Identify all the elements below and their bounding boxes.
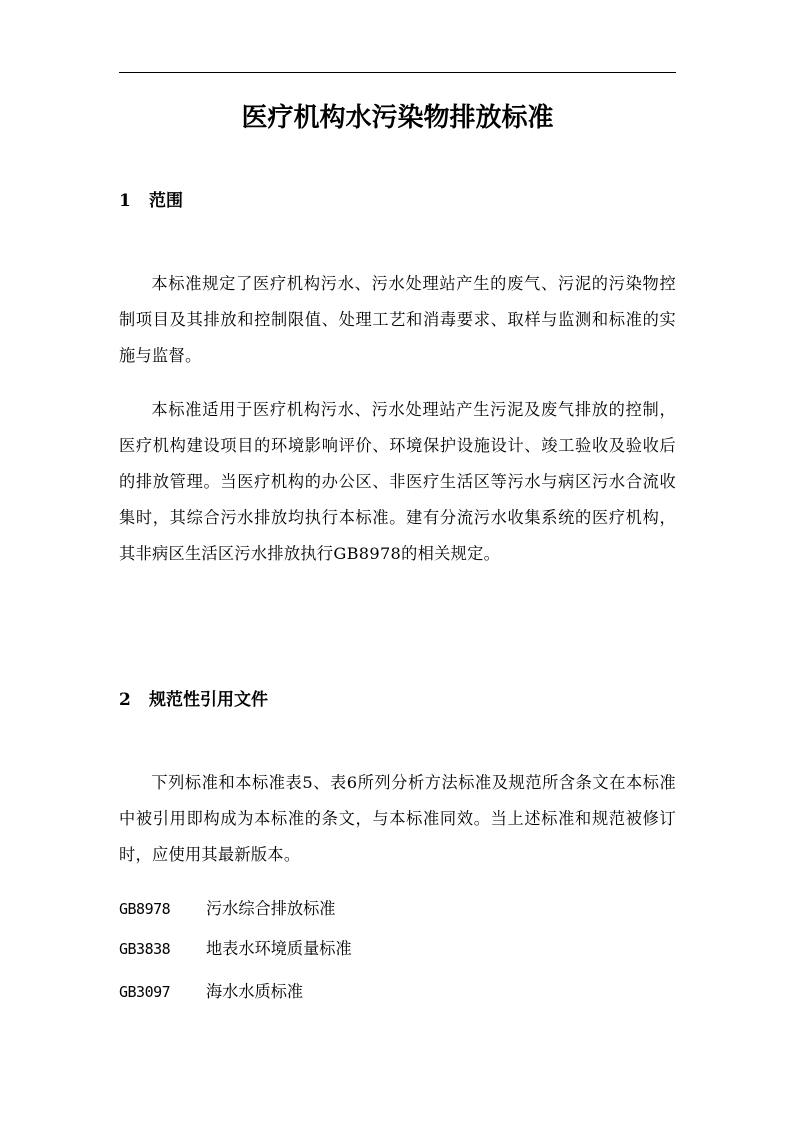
section-2-heading	[119, 688, 268, 712]
reference-name: 海水水质标准	[206, 982, 304, 1001]
reference-name: 地表水环境质量标准	[206, 939, 352, 958]
reference-code: GB3838	[119, 940, 171, 958]
section-1-heading	[119, 189, 183, 213]
reference-code: GB3097	[119, 983, 171, 1001]
reference-item	[119, 937, 352, 961]
reference-name: 污水综合排放标准	[206, 899, 336, 918]
section-number: 2	[119, 690, 131, 710]
header-rule	[119, 72, 676, 73]
paragraph: 本标准适用于医疗机构污水、污水处理站产生污泥及废气排放的控制，医疗机构建设项目的环境影响评价、环境保护设施设计、竣工验收及验收后的排放管理。当医疗机构的办公区、非医疗生活区等污水与病区污水合流收集时，其综合污水排放均执行本标准。建有分流污水收集系统的医疗机构，其非病区生活区污水排放执行GB8978的相关规定。	[119, 400, 676, 563]
document-title: 医疗机构水污染物排放标准	[241, 103, 554, 133]
paragraph: 本标准规定了医疗机构污水、污水处理站产生的废气、污泥的污染物控制项目及其排放和控制限值、处理工艺和消毒要求、取样与监测和标准的实施与监督。	[119, 274, 676, 365]
section-title: 范围	[149, 191, 183, 211]
paragraph: 下列标准和本标准表5、表6所列分析方法标准及规范所含条文在本标准中被引用即构成为本标准的条文，与本标准同效。当上述标准和规范被修订时，应使用其最新版本。	[119, 773, 676, 864]
reference-item	[119, 980, 303, 1004]
section-title: 规范性引用文件	[149, 690, 268, 710]
reference-code: GB8978	[119, 900, 171, 918]
section-number: 1	[119, 191, 131, 211]
reference-item	[119, 897, 336, 921]
